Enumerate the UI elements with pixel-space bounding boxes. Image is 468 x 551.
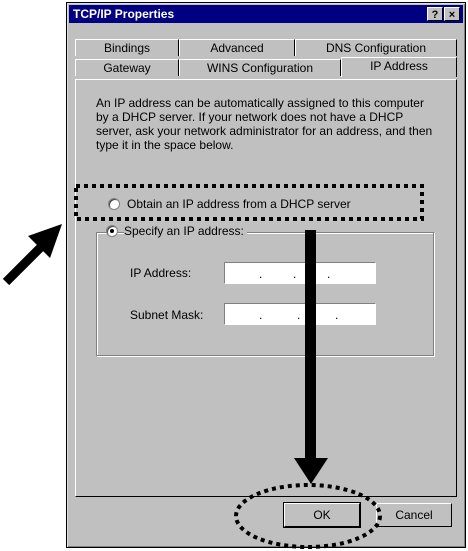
ok-button[interactable]: OK (284, 503, 360, 527)
close-button[interactable]: × (444, 7, 460, 21)
mask-separator: . (335, 308, 339, 322)
mask-separator: . (297, 308, 301, 322)
window-title: TCP/IP Properties (73, 7, 175, 21)
ok-highlight-ellipse (236, 485, 380, 547)
tab-wins-configuration[interactable]: WINS Configuration (179, 59, 341, 76)
help-button[interactable]: ? (427, 7, 443, 21)
dhcp-highlight-box (76, 186, 422, 219)
description-text: An IP address can be automatically assigned to this computer by a DHCP server. If your network does not have a DHCP server, ask your network administrator for an address, and then type it in the space below. (96, 96, 433, 152)
specify-ip-label[interactable]: Specify an IP address: (124, 224, 247, 238)
tab-ip-address[interactable]: IP Address (341, 57, 457, 77)
ip-separator: . (259, 267, 263, 281)
mask-separator: . (259, 308, 263, 322)
pointer-arrow (6, 224, 62, 282)
tab-gateway[interactable]: Gateway (75, 59, 179, 76)
subnet-mask-label: Subnet Mask: (130, 308, 204, 322)
tab-bindings[interactable]: Bindings (75, 39, 179, 56)
tab-dns-configuration[interactable]: DNS Configuration (295, 39, 457, 56)
ip-separator: . (327, 267, 331, 281)
ip-address-label: IP Address: (130, 266, 192, 280)
cancel-button[interactable]: Cancel (376, 503, 452, 527)
tab-advanced[interactable]: Advanced (179, 39, 295, 56)
ip-separator: . (293, 267, 297, 281)
down-arrow (294, 230, 331, 484)
obtain-dhcp-label[interactable]: Obtain an IP address from a DHCP server (127, 197, 351, 211)
